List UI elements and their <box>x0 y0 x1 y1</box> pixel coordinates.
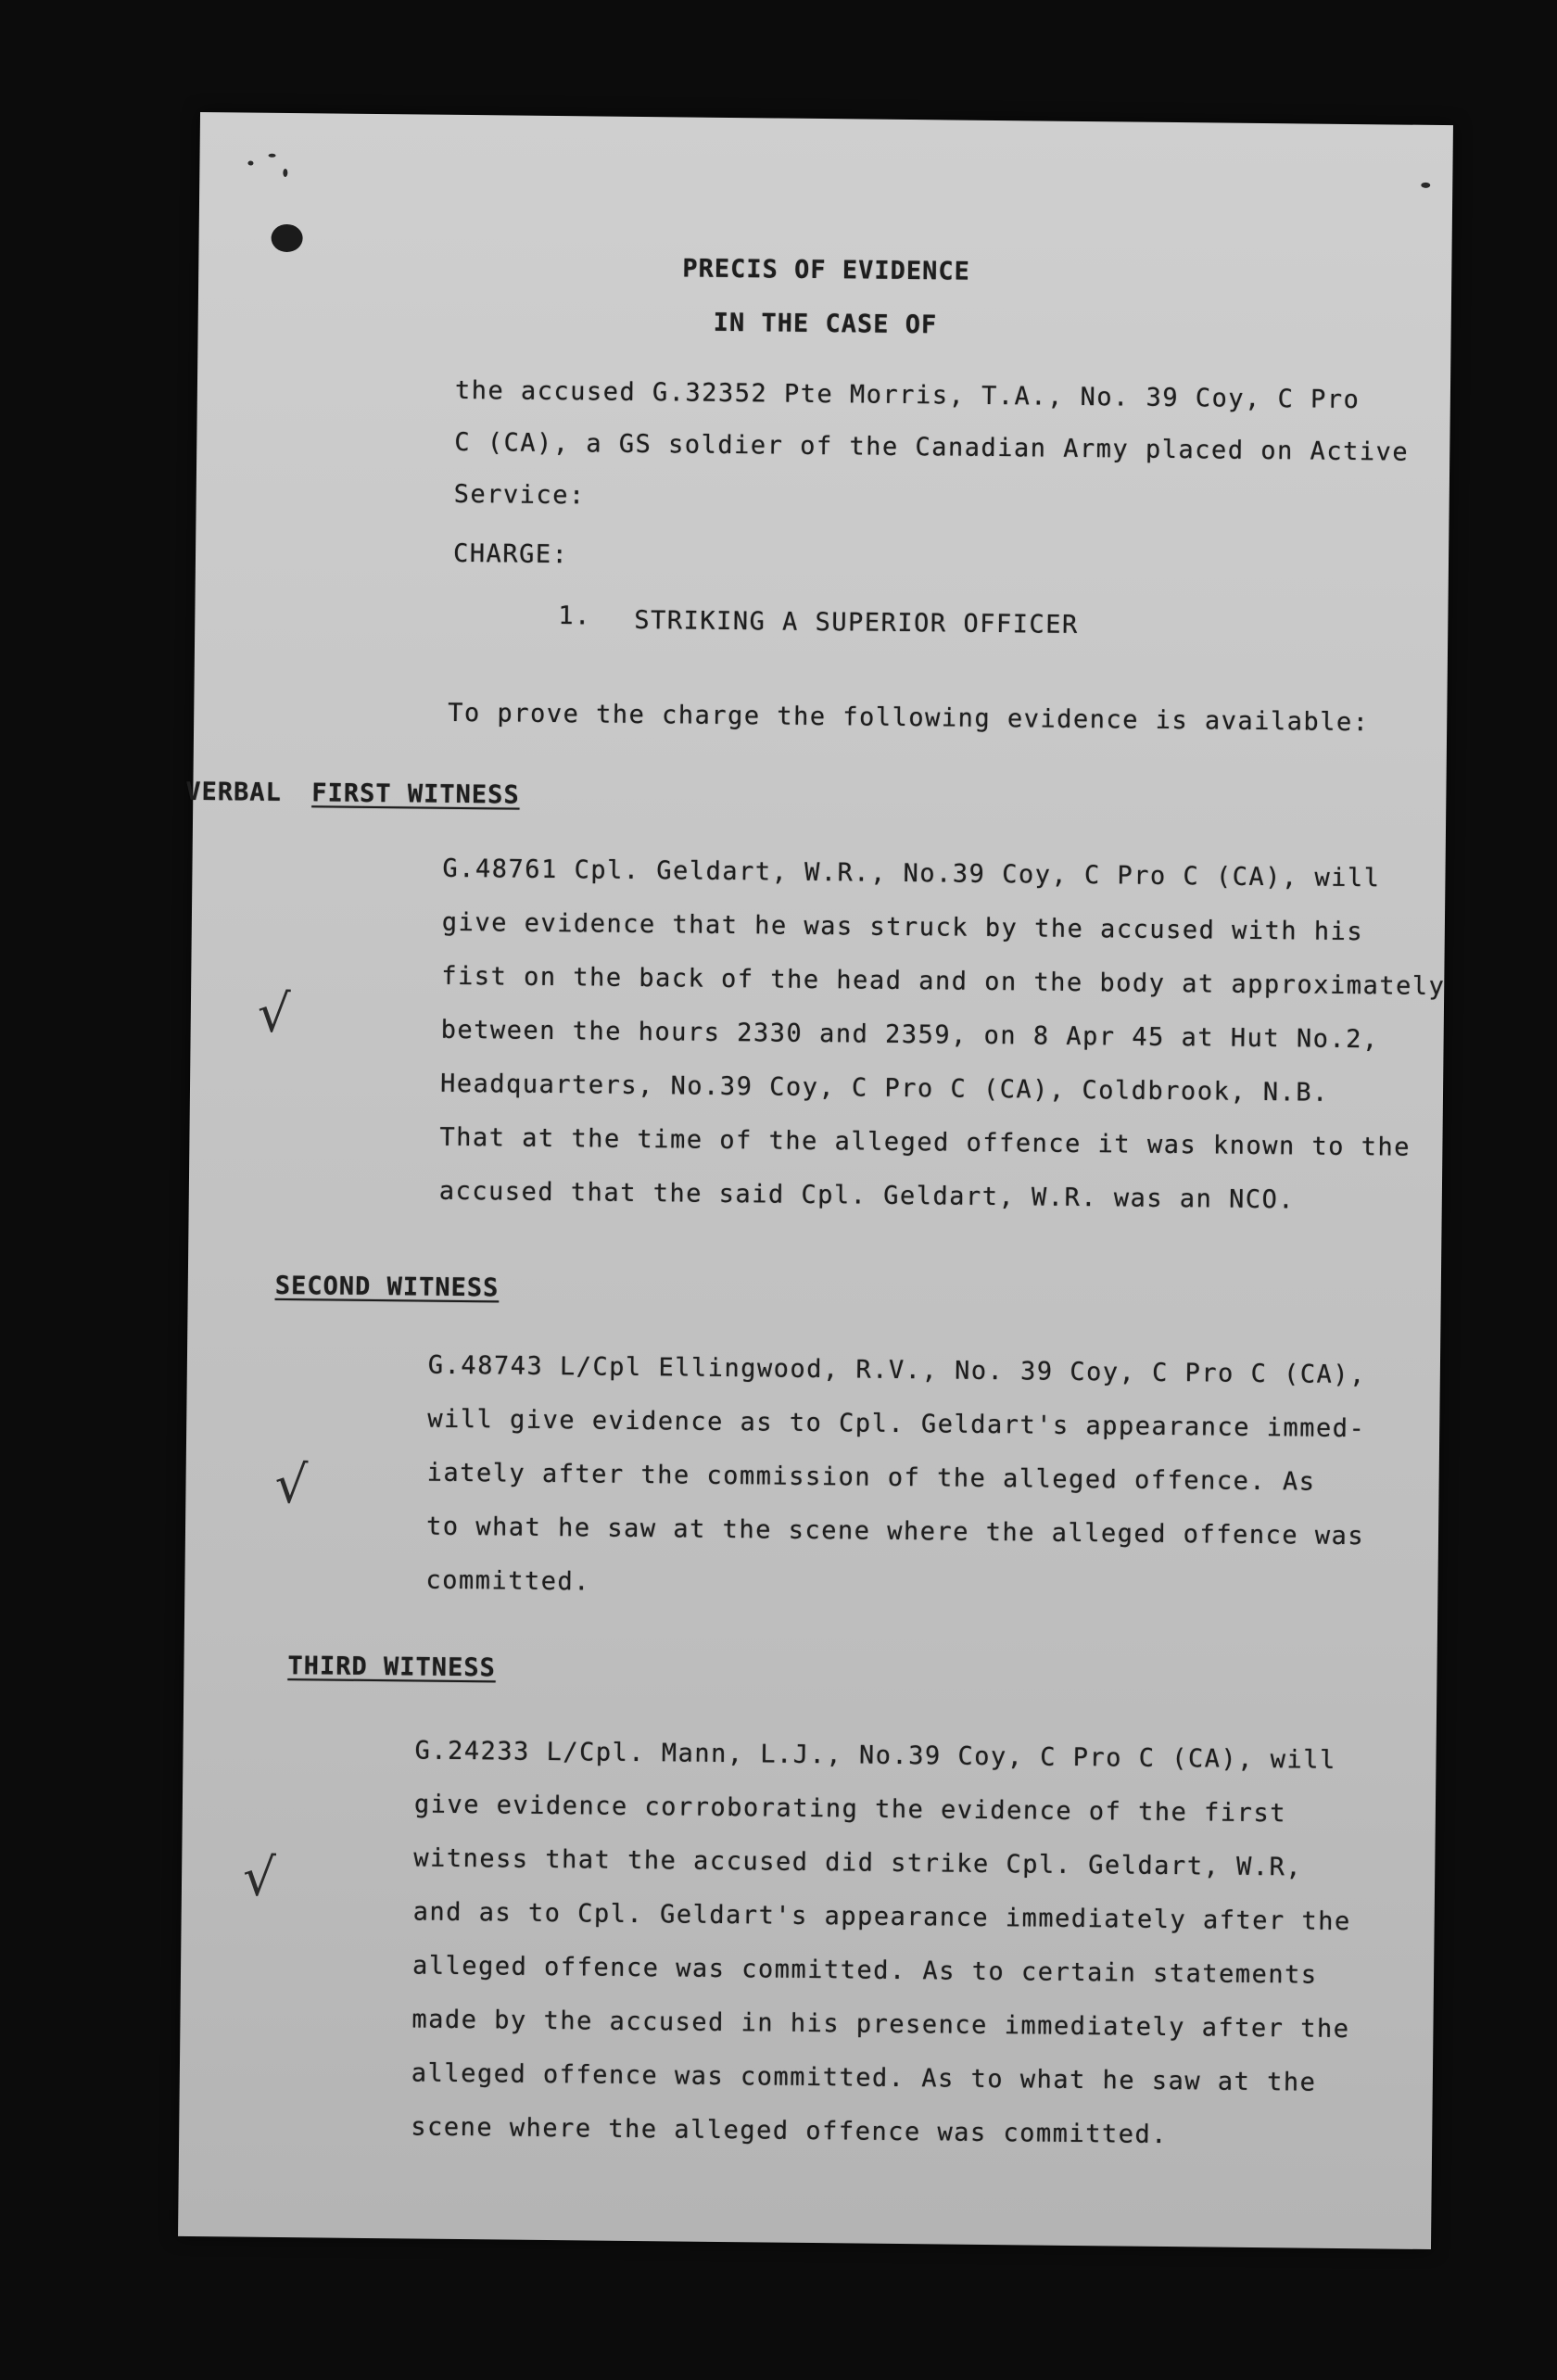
witness-3-line: and as to Cpl. Geldart's appearance immediately after the <box>412 1897 1351 1937</box>
checkmark-witness-2: √ <box>274 1454 309 1516</box>
accused-line-3: Service: <box>453 479 586 511</box>
witness-2-line: iately after the commission of the alleged offence. As <box>426 1458 1316 1497</box>
witness-3-line: alleged offence was committed. As to what he saw at the <box>411 2058 1317 2097</box>
charge-text: STRIKING A SUPERIOR OFFICER <box>634 605 1079 639</box>
document-subtitle: IN THE CASE OF <box>713 308 938 340</box>
ink-blot <box>271 224 302 252</box>
ink-speck <box>269 154 276 158</box>
witness-2-line: committed. <box>425 1565 591 1597</box>
charge-number: 1. <box>558 601 592 631</box>
witness-3-line: scene where the alleged offence was committed. <box>411 2112 1169 2150</box>
witness-1-line: give evidence that he was struck by the accused with his <box>441 907 1364 947</box>
witness-2-heading: SECOND WITNESS <box>274 1271 500 1303</box>
checkmark-witness-3: √ <box>242 1847 277 1908</box>
witness-3-heading: THIRD WITNESS <box>287 1652 496 1683</box>
evidence-intro: To prove the charge the following evidence is available: <box>448 698 1370 738</box>
accused-line-2: C (CA), a GS soldier of the Canadian Army placed on Active <box>454 427 1410 467</box>
checkmark-witness-1: √ <box>257 983 291 1045</box>
witness-2-line: G.48743 L/Cpl Ellingwood, R.V., No. 39 Coy, C Pro C (CA), <box>427 1350 1367 1390</box>
charge-label: CHARGE: <box>452 538 569 570</box>
ink-speck <box>247 161 253 166</box>
ink-speck <box>283 169 287 177</box>
witness-2-line: to what he saw at the scene where the alleged offence was <box>425 1512 1365 1551</box>
accused-line-1: the accused G.32352 Pte Morris, T.A., No. 39 Coy, C Pro <box>454 375 1361 415</box>
witness-2-line: will give evidence as to Cpl. Geldart's appearance immed- <box>427 1404 1366 1444</box>
document-sheet <box>178 112 1453 2249</box>
ink-speck <box>1421 183 1430 188</box>
witness-3-line: witness that the accused did strike Cpl. Geldart, W.R, <box>413 1843 1303 1882</box>
witness-1-line: between the hours 2330 and 2359, on 8 Apr 45 at Hut No.2, <box>440 1015 1379 1055</box>
witness-3-line: give evidence corroborating the evidence of the first <box>413 1790 1287 1829</box>
witness-3-line: G.24233 L/Cpl. Mann, L.J., No.39 Coy, C Pro C (CA), will <box>414 1736 1336 1775</box>
witness-1-line: Headquarters, No.39 Coy, C Pro C (CA), Coldbrook, N.B. <box>439 1069 1329 1108</box>
document-title: PRECIS OF EVIDENCE <box>682 254 971 286</box>
margin-label-verbal: VERBAL <box>185 777 283 807</box>
witness-1-line: accused that the said Cpl. Geldart, W.R. was an NCO. <box>438 1176 1296 1215</box>
witness-1-heading: FIRST WITNESS <box>311 779 520 810</box>
witness-1-line: That at the time of the alleged offence it was known to the <box>439 1122 1411 1162</box>
witness-1-line: fist on the back of the head and on the body at approximately <box>441 961 1446 1002</box>
witness-1-line: G.48761 Cpl. Geldart, W.R., No.39 Coy, C Pro C (CA), will <box>442 854 1381 893</box>
witness-3-line: alleged offence was committed. As to certain statements <box>411 1951 1318 1990</box>
witness-3-line: made by the accused in his presence immediately after the <box>411 2005 1350 2045</box>
